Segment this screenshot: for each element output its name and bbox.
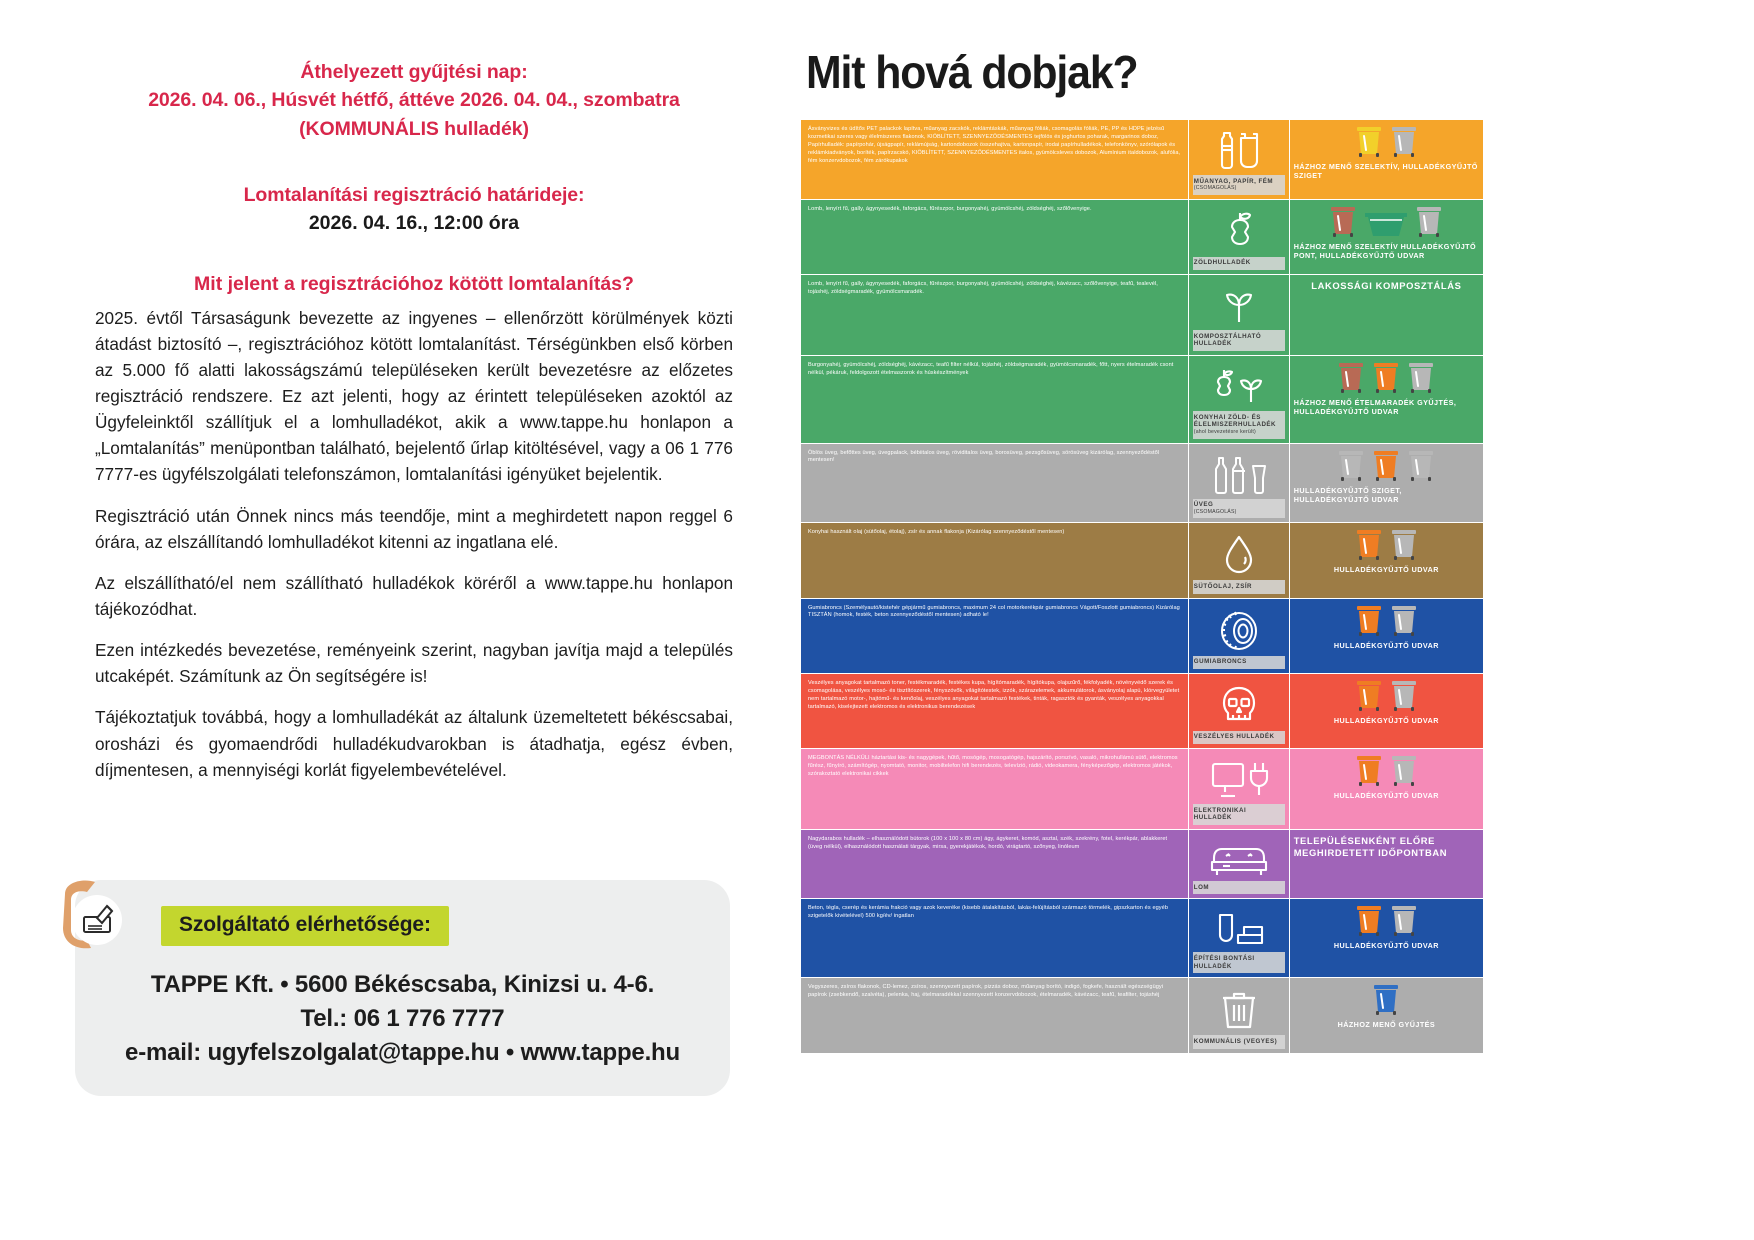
- waste-category-cell: [1188, 199, 1289, 274]
- sofa-icon: [1206, 836, 1272, 881]
- waste-category-cell: [1188, 830, 1289, 899]
- notice-registration-deadline: [95, 181, 733, 238]
- waste-category-name: MŰANYAG, PAPÍR, FÉM: [1193, 177, 1274, 185]
- waste-description-text: MEGBONTÁS NÉLKÜLI háztartási kis- és nagygépek, hűtő, mosógép, mosogatógép, hajszárító, porszívó, vasaló, mikrohullámú sütő, elektromos fűrész, fűnyíró, számítógép, nyomtató, monitor, mobiltelefon hifi berendezés, televízió, rádió, videokamera, fényképezőgép, elektromos játékok, szórakoztató elektronikai cikkek: [808, 755, 1178, 777]
- waste-category-name: KONYHAI ZÖLD- ÉS ÉLELMISZERHULLADÉK: [1193, 413, 1277, 429]
- waste-category-label: [1193, 257, 1285, 270]
- waste-sorting-table: [800, 119, 1484, 1054]
- destination-bins: [1355, 125, 1418, 159]
- brown-bin: [1337, 361, 1365, 395]
- notice1-line2: 2026. 04. 06., Húsvét hétfő, áttéve 2026. 04. 04., szombatra: [148, 89, 680, 112]
- waste-category-cell: [1188, 356, 1289, 444]
- grey-bin: [1390, 125, 1418, 159]
- waste-description-text: Ásványvizes és üdítős PET palackok lapítva, műanyag zacskók, reklámtáskák, műanyag fóliák, csomagolás fóliák, PE, PP és HDPE jelzésű kozmetikai szeres vagy élelmiszeres flakonok, KIÖBLÍTETT, SZENNYEZŐDÉSMENTES tejfölös és joghurtos poharak, margarinos doboz, Papírhulladék: papírpohár, újságpapír, reklámújság, kartondobozok összehajtva, kartonpapír, irodai papírhulladékok, telefonkönyv, szórólapok és reklámkiadványok, boríték, papírzacskó, KIÖBLÍTETT, SZENNYEZŐDÉSMENTES italos, gyümölcsleves dobozok, Alumínium italdobozok, alufólia, fém konzervdobozok, fém zárókupakok: [808, 126, 1181, 164]
- bricks-icon: [1210, 905, 1268, 952]
- waste-destination-label: HULLADÉKGYŰJTŐ UDVAR: [1333, 791, 1439, 800]
- waste-category-name: LOM: [1193, 883, 1210, 891]
- body-paragraph-4: Ezen intézkedés bevezetése, reményeink szerint, nagyban javítja majd a település utcaképét. Számítunk az Ön segítségére is!: [95, 640, 733, 687]
- waste-category-label: [1193, 411, 1285, 439]
- waste-description-cell: [801, 673, 1189, 748]
- body-paragraph-3: Az elszállítható/el nem szállítható hulladékok köréről a www.tappe.hu honlapon tájékozódhat.: [95, 572, 733, 620]
- waste-description-cell: [801, 199, 1189, 274]
- waste-category-cell: [1188, 443, 1289, 523]
- waste-destination-cell: [1289, 199, 1483, 274]
- waste-category-cell: [1188, 120, 1289, 200]
- waste-description-cell: [801, 356, 1189, 444]
- orange-bin: [1372, 361, 1400, 395]
- waste-destination-cell: [1289, 275, 1483, 356]
- contact-box: [75, 880, 730, 1096]
- waste-description-cell: [801, 598, 1189, 673]
- left-text-column: [95, 58, 733, 798]
- orange-bin: [1372, 449, 1400, 483]
- waste-description-cell: [801, 899, 1189, 978]
- destination-bins: [1337, 361, 1435, 395]
- waste-category-sublabel: (ahol bevezetésre került): [1193, 429, 1256, 435]
- waste-category-label: [1193, 804, 1285, 825]
- waste-destination-label: HULLADÉKGYŰJTŐ UDVAR: [1333, 640, 1439, 650]
- orange-bin: [1355, 604, 1383, 638]
- apple-core-icon: [1216, 206, 1262, 257]
- grey-bin: [1407, 361, 1435, 395]
- waste-description-text: Burgonyahéj, gyümölcshéj, zöldséghéj, kávézacc, teafű filter nélkül, tojáshéj, zöldségmaradék, gyümölcsmaradék, főtt, nyers ételmaradék csont nélkül, pékáruk, feldolgozott ételmaszorok és húskészítmények: [808, 362, 1174, 376]
- apple-sprout-icon: [1208, 362, 1270, 411]
- waste-row: [801, 749, 1484, 830]
- sprout-icon: [1216, 281, 1262, 330]
- waste-category-label: [1193, 952, 1285, 973]
- waste-category-cell: [1188, 673, 1289, 748]
- spacer-1: [95, 147, 733, 181]
- orange-bin: [1355, 679, 1383, 713]
- waste-description-text: Nagydarabos hulladék – elhasználódott bútorok (100 x 100 x 80 cm) ágy, ágykeret, komód, asztal, szék, szekrény, fotel, kerékpár, ablakkeret (üveg nélkül), elhasználódott használati tárgyak, mirsa, gyerekjátékok, hordó, virágtartó, szőnyeg, linóleum: [808, 836, 1168, 850]
- waste-category-name: ÜVEG: [1193, 501, 1214, 508]
- waste-destination-label: HULLADÉKGYŰJTŐ UDVAR: [1333, 565, 1439, 575]
- waste-category-cell: [1188, 978, 1289, 1053]
- waste-description-cell: [801, 749, 1189, 830]
- waste-row: [801, 356, 1484, 444]
- waste-destination-cell: [1289, 443, 1483, 523]
- tyre-icon: [1215, 605, 1263, 656]
- waste-category-label: [1193, 175, 1285, 195]
- waste-category-name: VESZÉLYES HULLADÉK: [1193, 733, 1275, 741]
- notice-collection-day: [95, 58, 733, 143]
- waste-destination-label: HÁZHOZ MENŐ SZELEKTÍV HULLADÉKGYŰJTŐ PONT, HULLADÉKGYŰJTŐ UDVAR: [1293, 241, 1477, 261]
- contact-line-phone: Tel.: 06 1 776 7777: [300, 1005, 505, 1033]
- waste-category-label: [1193, 330, 1285, 351]
- brown-bin: [1329, 205, 1357, 239]
- waste-category-name: KOMMUNÁLIS (VEGYES): [1193, 1037, 1278, 1045]
- waste-description-cell: [801, 978, 1189, 1053]
- waste-destination-cell: [1289, 598, 1483, 673]
- grey-bin: [1390, 904, 1418, 938]
- destination-bins: [1329, 205, 1443, 239]
- waste-description-text: Öblös üveg, befőttes üveg, üvegpalack, bébiitalos üveg, röviditalos üveg, borosüveg, pezsgősüveg, sörösüveg kizárólag, szennyeződéstől mentesen!: [808, 449, 1160, 464]
- waste-destination-cell: [1289, 830, 1483, 899]
- waste-description-cell: [801, 443, 1189, 523]
- waste-row: [801, 275, 1484, 356]
- waste-category-name: ÉPÍTÉSI BONTÁSI HULLADÉK: [1193, 954, 1255, 970]
- waste-category-cell: [1188, 598, 1289, 673]
- waste-category-cell: [1188, 899, 1289, 978]
- waste-description-text: Lomb, lenyírt fű, gally, ágynyesedék, faforgács, fűrészpor, burgonyahéj, gyümölcshéj, zöldséghéj, kávézacc, szőlővenyige, teafű, tealevél, tojáshéj, zöldségmaradék, gyümölcsmaradék.: [808, 281, 1158, 295]
- waste-destination-label: HULLADÉKGYŰJTŐ SZIGET, HULLADÉKGYŰJTŐ UDVAR: [1293, 485, 1402, 504]
- yellow-bin: [1355, 125, 1383, 159]
- waste-row: [801, 673, 1484, 748]
- waste-row: [801, 830, 1484, 899]
- waste-row: [801, 523, 1484, 598]
- contact-line-address: TAPPE Kft. • 5600 Békéscsaba, Kinizsi u. 4-6.: [150, 971, 655, 998]
- skull-icon: [1217, 680, 1261, 731]
- waste-description-text: Vegyszeres, zsíros flakonok, CD-lemez, zsíros, szennyezett papírok, pizzás doboz, műanyag borító, indigó, fogkefe, használt egészségügyi papírok (zsebkendő, szalvéta), pelenka, haj, ételmaradékkal szennyezett konzervdobozok, ételmaradék, kávézacc, teafű, teafilter, tojáshéj: [808, 984, 1164, 999]
- bottle-bag-icon: [1210, 126, 1268, 175]
- body-paragraph-1: 2025. évtől Társaságunk bevezette az ingyenes – ellenőrzött körülmények közti átadást biztosító –, regisztrációhoz kötött lomtalanítást. Térségünkben első körben az 5.000 fő alatti lakosságszámú településeken került bevezetésre az előzetes regisztráció rendszere. Ez azt jelenti, hogy az érintett településeken azoktól az Ügyfeleinktől szállítjuk el a lomhulladékot, akik a www.tappe.hu honlapon a „Lomtalanítás” menüpontban található, bejelentő űrlap kitöltésével, vagy a 06 1 776 7777-es ügyfélszolgálati telefonszámon, lomtalanítási igényüket bejelentik.: [95, 307, 733, 485]
- waste-row: [801, 899, 1484, 978]
- waste-category-label: [1193, 881, 1285, 894]
- waste-destination-cell: [1289, 978, 1483, 1053]
- contact-heading: Szolgáltató elérhetősége:: [161, 906, 449, 946]
- waste-destination-label: LAKOSSÁGI KOMPOSZTÁLÁS: [1311, 280, 1462, 291]
- waste-row: [801, 443, 1484, 523]
- waste-destination-label: TELEPÜLÉSENKÉNT ELŐRE MEGHIRDETETT IDŐPONTBAN: [1293, 835, 1448, 859]
- orange-bin: [1355, 528, 1383, 562]
- waste-description-cell: [801, 830, 1189, 899]
- destination-bins: [1337, 449, 1435, 483]
- waste-row: [801, 598, 1484, 673]
- notice2-line2: 2026. 04. 16., 12:00 óra: [308, 212, 520, 235]
- grey-bin: [1390, 528, 1418, 562]
- trash-bin-icon: [1219, 984, 1259, 1035]
- waste-category-cell: [1188, 749, 1289, 830]
- grey-bin: [1407, 449, 1435, 483]
- waste-category-label: [1193, 1035, 1285, 1048]
- blue-bin: [1372, 983, 1400, 1017]
- waste-category-label: [1193, 580, 1285, 593]
- waste-destination-cell: [1289, 899, 1483, 978]
- waste-destination-cell: [1289, 673, 1483, 748]
- glass-bottles-icon: [1208, 450, 1270, 499]
- waste-description-text: Beton, tégla, cserép és kerámia frakció vagy azok keveréke (kisebb átalakításból, lakás-felújításból származó törmelék, gipszkarton és egyéb szigetelők kivételével) 500 kg/év/ ingatlan: [808, 905, 1168, 920]
- grey-bin: [1337, 449, 1365, 483]
- waste-destination-label: HULLADÉKGYŰJTŐ UDVAR: [1333, 715, 1439, 725]
- waste-sorting-poster: [800, 45, 1490, 1054]
- waste-destination-label: HÁZHOZ MENŐ ÉTELMARADÉK GYŰJTÉS, HULLADÉKGYŰJTŐ UDVAR: [1293, 398, 1457, 417]
- waste-destination-cell: [1289, 356, 1483, 444]
- waste-description-cell: [801, 523, 1189, 598]
- orange-bin: [1355, 904, 1383, 938]
- waste-description-text: Veszélyes anyagokat tartalmazó toner, festékmaradék, festékes kupa, hígítómaradék, hígítókupa, olajszűrő, fékfolyadék, növényvédő szerek és csomagolása, veszélyes mosó- és tisztítószerek, fényszóvők, világítótestek, izzók, szárazelemek, akkumulátorok, ásványolaj alapú, klórvegyületet nem tartalmazó motor-, hajtómű- és kenőolaj, veszélyes anyagokat tartalmazó festékek, tinták, ragasztók és gyanták, veszélyes anyagokkal tartalmazó, kiselejtezett elektromos és elektronikus berendezések: [808, 679, 1180, 710]
- spacer-2: [95, 241, 733, 271]
- waste-destination-label: HÁZHOZ MENŐ SZELEKTÍV, HULLADÉKGYŰJTŐ SZIGET: [1293, 162, 1478, 181]
- waste-description-cell: [801, 275, 1189, 356]
- waste-row: [801, 978, 1484, 1053]
- waste-category-name: ELEKTRONIKAI HULLADÉK: [1193, 806, 1247, 822]
- waste-category-sublabel: (CSOMAGOLÁS): [1193, 185, 1237, 192]
- waste-destination-cell: [1289, 120, 1483, 200]
- waste-category-name: ZÖLDHULLADÉK: [1193, 259, 1251, 267]
- destination-bins: [1372, 983, 1400, 1017]
- contact-section: [75, 880, 730, 1096]
- green-container: [1364, 209, 1408, 239]
- grey-bin: [1390, 604, 1418, 638]
- waste-description-text: Konyhai használt olaj (sütőolaj, étolaj), zsír és annak flakonja (Kizárólag szennyeződéstől mentesen): [808, 529, 1065, 536]
- monitor-plug-icon: [1209, 755, 1269, 804]
- contact-line-email-web: e-mail: ugyfelszolgalat@tappe.hu • www.tappe.hu: [125, 1039, 680, 1067]
- waste-description-cell: [801, 120, 1189, 200]
- waste-category-name: SÜTŐOLAJ, ZSÍR: [1193, 582, 1253, 590]
- waste-description-text: Gumiabroncs (Személyautó/kistehér gépjármű gumiabroncs, maximum 24 col motorkerékpár gumiabroncs Vágott/Foszlott gumiabroncs) Kizárólag TISZTÁN (homok, festék, beton szennyeződéstől mentesen) adható le!: [808, 604, 1180, 619]
- grey-bin: [1415, 205, 1443, 239]
- waste-category-label: [1193, 499, 1285, 519]
- destination-bins: [1355, 528, 1418, 562]
- waste-category-cell: [1188, 523, 1289, 598]
- waste-category-label: [1193, 656, 1285, 669]
- notice1-line3: (KOMMUNÁLIS hulladék): [299, 117, 529, 140]
- form-pencil-icon: [57, 876, 131, 950]
- contact-details: [99, 968, 706, 1070]
- waste-destination-cell: [1289, 749, 1483, 830]
- body-paragraph-5: Tájékoztatjuk továbbá, hogy a lomhulladékát az általunk üzemeltetett békéscsabai, orosházi és gyomaendrődi hulladékudvarokban is átadhatja, egész évben, díjmentesen, a mennyiségi korlát figyelembevételével.: [95, 707, 733, 780]
- waste-destination-label: HÁZHOZ MENŐ GYŰJTÉS: [1337, 1020, 1436, 1030]
- notice1-line1: Áthelyezett gyűjtési nap:: [300, 61, 528, 83]
- waste-category-name: GUMIABRONCS: [1193, 658, 1247, 665]
- poster-title: Mit hová dobjak?: [806, 46, 1138, 98]
- destination-bins: [1355, 604, 1418, 638]
- waste-sorting-table-body: [801, 120, 1484, 1054]
- waste-category-sublabel: (CSOMAGOLÁS): [1193, 508, 1237, 515]
- grey-bin: [1390, 754, 1418, 788]
- section-title: Mit jelent a regisztrációhoz kötött lomtalanítás?: [194, 273, 634, 296]
- destination-bins: [1355, 904, 1418, 938]
- destination-bins: [1355, 754, 1418, 788]
- waste-category-cell: [1188, 275, 1289, 356]
- destination-bins: [1355, 679, 1418, 713]
- waste-description-text: Lomb, lenyírt fű, gally, ágynyesedék, faforgács, fűrészpor, burgonyahéj, gyümölcshéj, zöldséghéj, szőlővenyige.: [808, 205, 1092, 212]
- notice2-line1: Lomtalanítási regisztráció határideje:: [243, 183, 585, 206]
- waste-category-name: KOMPOSZTÁLHATÓ HULLADÉK: [1193, 332, 1262, 348]
- waste-destination-cell: [1289, 523, 1483, 598]
- waste-row: [801, 199, 1484, 274]
- grey-bin: [1390, 679, 1418, 713]
- body-paragraph-2: Regisztráció után Önnek nincs más teendője, mint a meghirdetett napon reggel 6 órára, az elszállítandó lomhulladékot kitenni az ingatlana elé.: [95, 505, 733, 552]
- orange-bin: [1355, 754, 1383, 788]
- waste-category-label: [1193, 731, 1285, 744]
- oil-drop-icon: [1220, 529, 1258, 580]
- waste-row: [801, 120, 1484, 200]
- waste-destination-label: HULLADÉKGYŰJTŐ UDVAR: [1333, 941, 1439, 951]
